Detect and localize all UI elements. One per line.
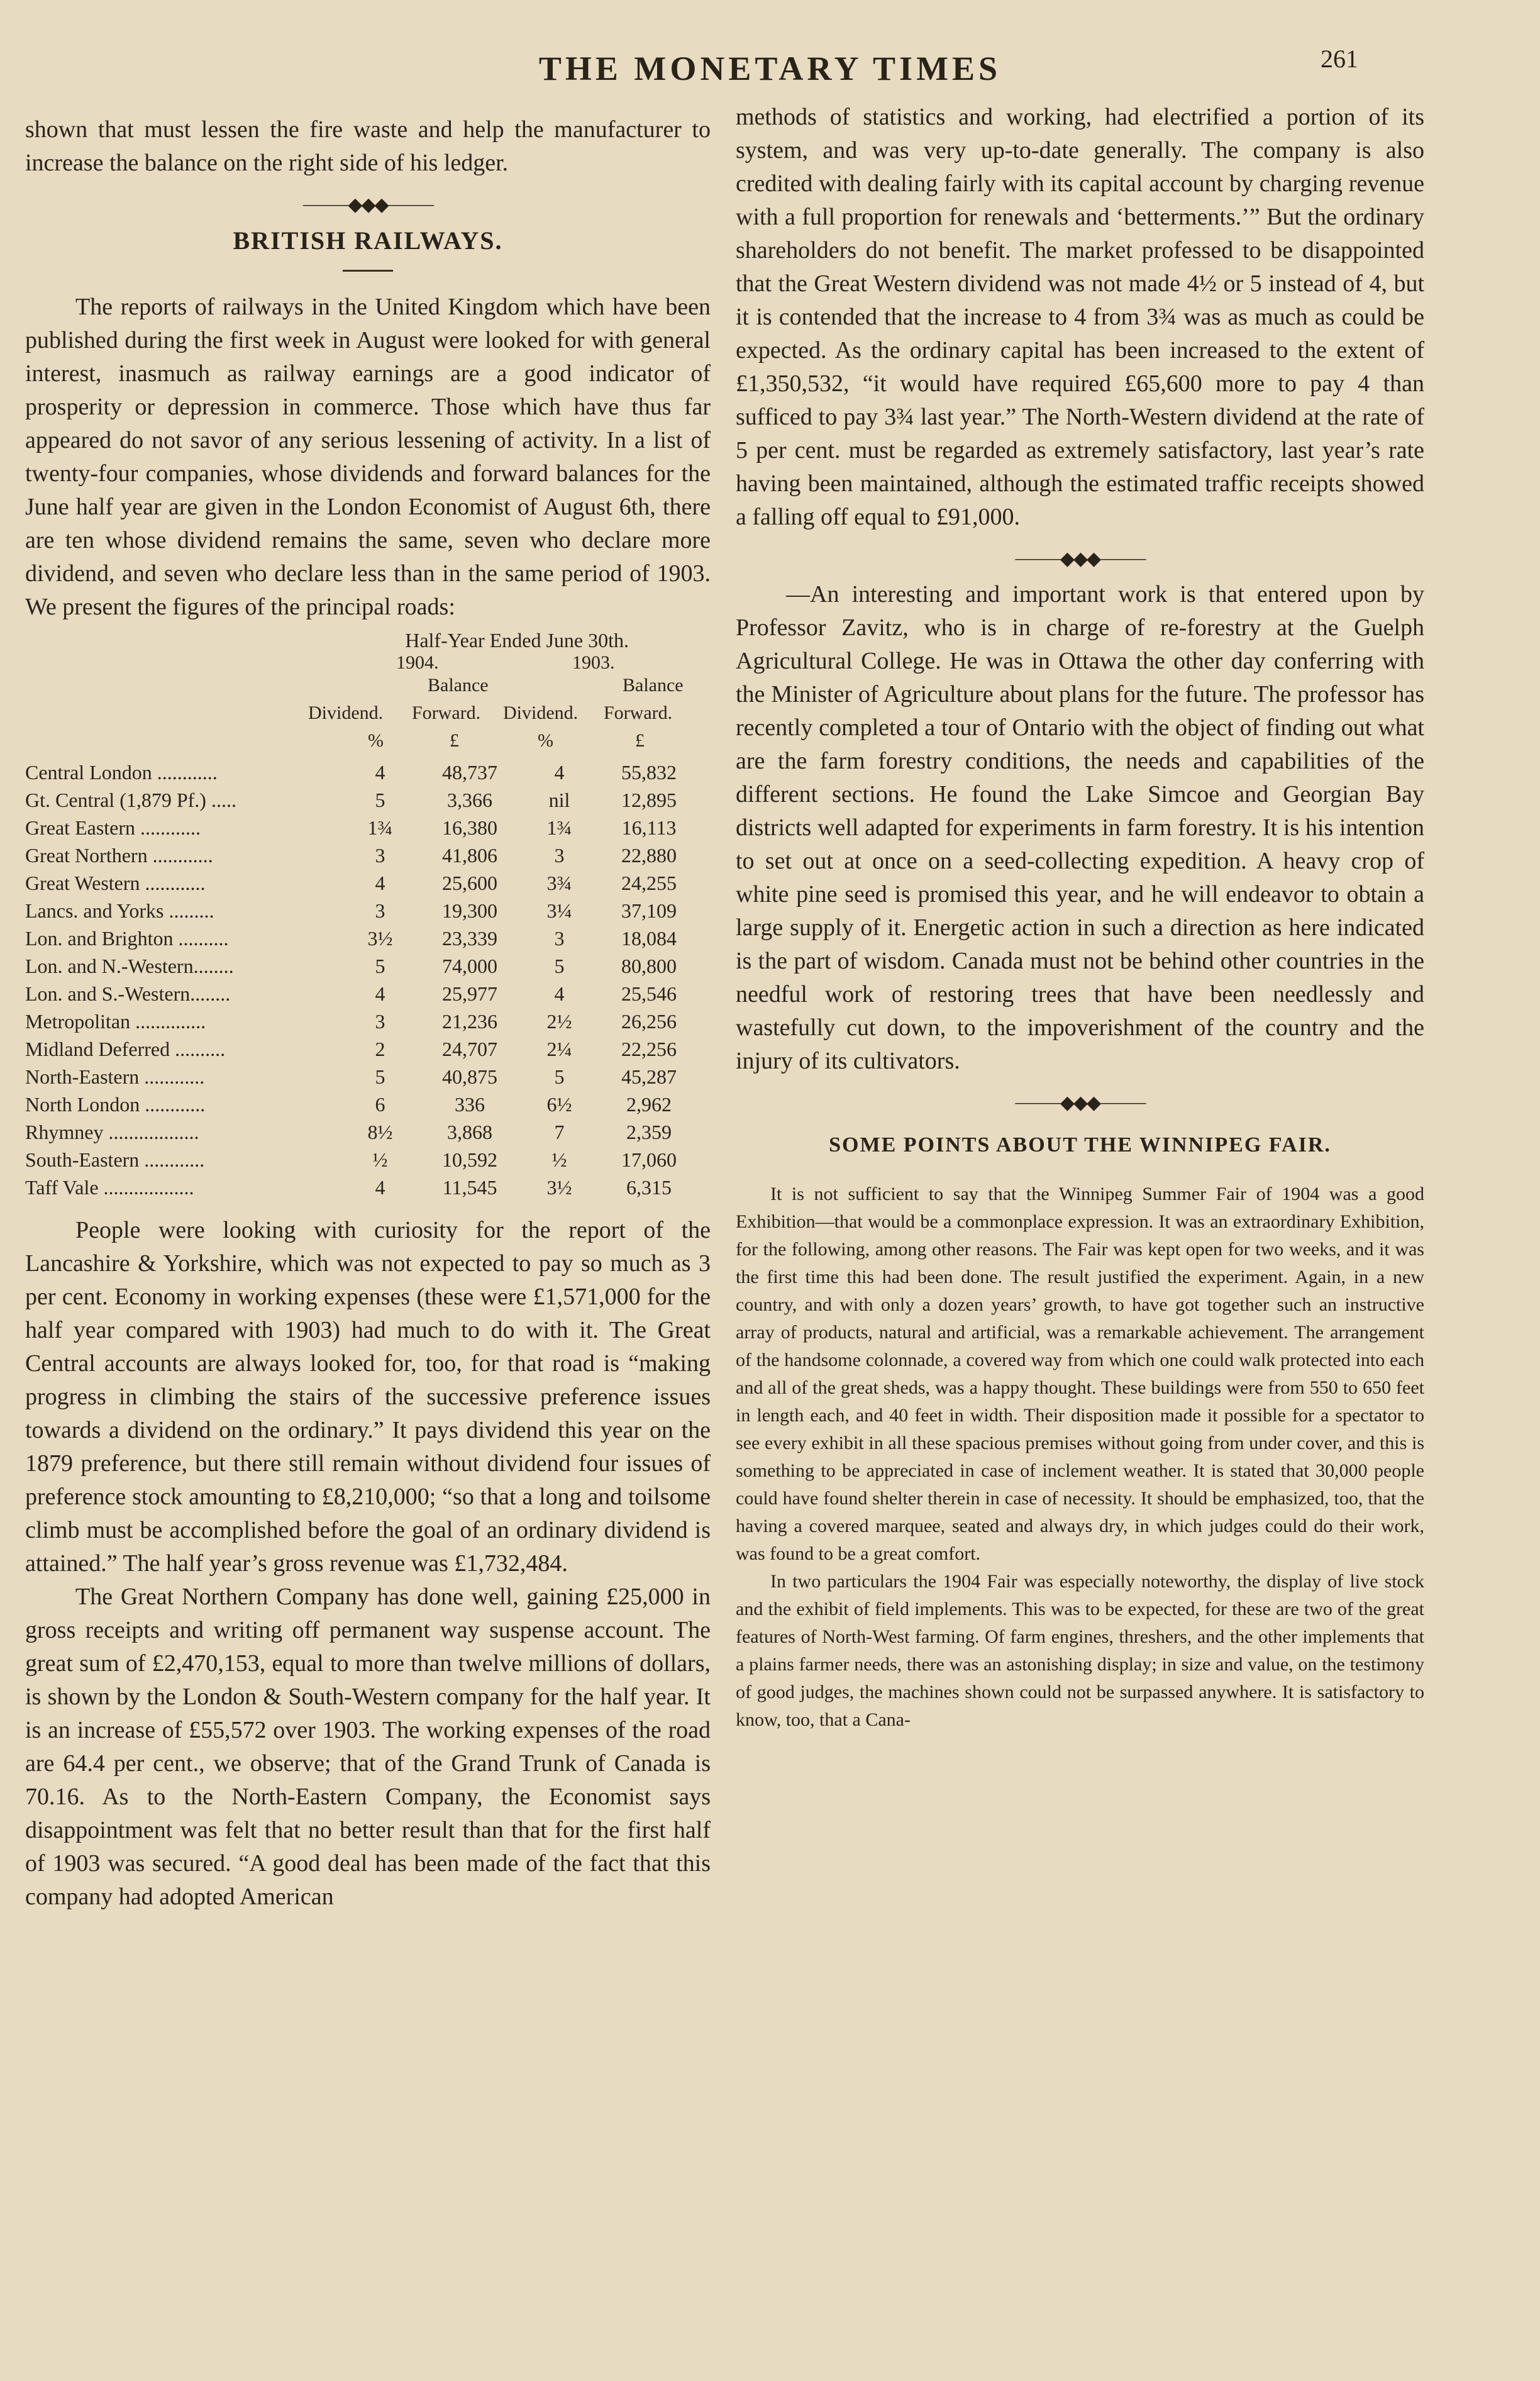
railway-name: North-Eastern ............: [25, 1065, 205, 1088]
forward-1904: 40,875: [442, 1065, 498, 1088]
railway-name: South-Eastern ............: [25, 1148, 205, 1171]
year-1903: 1903.: [572, 652, 615, 673]
gbp-unit-1903: £: [635, 730, 645, 751]
forward-1904: 16,380: [442, 816, 498, 839]
year-1904: 1904.: [396, 652, 439, 673]
dividend-1904: 4: [375, 872, 385, 894]
winnipeg-paragraph-2: In two particulars the 1904 Fair was especially noteworthy, the display of live stock and the exhibit of field implements. This was to be expected, for these are two of the great features of North-West farming. Of farm engines, threshers, and the other implements that a plains farmer needs, there was an astonishing display; in size and value, on the testimony of good judges, the machines shown could not be surpassed anywhere. It is satisfactory to know, too, that a Cana-: [736, 1571, 1424, 1730]
ornament-divider: ⸻◆◆◆⸻: [302, 194, 434, 215]
forward-1903: 24,255: [621, 872, 677, 894]
table-row: [25, 814, 711, 841]
table-row: [25, 1118, 711, 1146]
table-row: [25, 952, 711, 980]
forward-1903: 25,546: [621, 982, 677, 1005]
forward-1903: 45,287: [621, 1065, 677, 1088]
british-railways-heading: BRITISH RAILWAYS.: [233, 226, 503, 255]
forward-1904: 3,366: [447, 789, 493, 811]
railway-name: Great Eastern ............: [25, 816, 201, 839]
dividend-1904: 1¾: [367, 816, 393, 839]
dividend-1903: nil: [548, 789, 570, 811]
dividend-1904: 4: [375, 982, 385, 1005]
forward-1904: 25,600: [442, 872, 498, 894]
forward-1903: 12,895: [621, 789, 677, 811]
forward-1903: 2,962: [626, 1093, 672, 1116]
dividend-1904: 4: [375, 761, 385, 784]
dividend-1903: 4: [554, 761, 565, 784]
forward-label-1903: Forward.: [604, 702, 673, 723]
forward-1903: 22,880: [621, 844, 677, 867]
gbp-unit-1904: £: [450, 730, 459, 751]
forward-1904: 74,000: [442, 955, 498, 977]
dividend-1904: 3½: [367, 927, 393, 950]
dividend-1903: 2½: [546, 1010, 572, 1033]
railway-name: Lon. and Brighton ..........: [25, 927, 229, 950]
table-row: [25, 924, 711, 952]
dividend-1903: 3: [554, 844, 565, 867]
dividend-1903: 2¼: [546, 1038, 572, 1060]
forward-1903: 2,359: [626, 1121, 672, 1143]
forward-1904: 23,339: [442, 927, 498, 950]
table-row: [25, 841, 711, 869]
railway-name: Lon. and N.-Western........: [25, 955, 234, 977]
reforestry-paragraph: —An interesting and important work is that entered upon by Professor Zavitz, who is in charge of re-forestry at the Guelph Agricultural College. He was in Ottawa the other day conferring with the Minister of Agriculture about plans for the future. The professor has recently completed a tour of Ontario with the object of finding out what are the farm forestry conditions, the needs and capabilities of the different sections. He found the Lake Simcoe and Georgian Bay districts well adapted for experiments in farm forestry. It is his intention to set out at once on a seed-collecting expedition. A heavy crop of white pine seed is promised this year, and he will endeavor to obtain a large supply of it. Energetic action in such a direction as here indicated is the part of wisdom. Canada must not be behind other countries in the needful work of restoring trees that have been needlessly and wastefully cut down, to the impoverishment of the country and the injury of its cultivators.: [736, 581, 1424, 1074]
forward-1903: 80,800: [621, 955, 677, 977]
table-row: [25, 897, 711, 924]
forward-1904: 3,868: [447, 1121, 493, 1143]
railways-paragraph-2: People were looking with curiosity for the report of the Lancashire & Yorkshire, which was not expected to pay so much as 3 per cent. Economy in working expenses (these were £1,571,000 for the half year compared with 1903) had much to do with it. The Great Central accounts are always looked for, too, for that road is “making progress in climbing the stairs of the successive preference issues towards a dividend on the ordinary.” It pays dividend this year on the 1879 preference, but there still remain without dividend four issues of preference stock amounting to £8,210,000; “so that a long and toilsome climb must be accomplished before the goal of an ordinary dividend is attained.” The half year’s gross revenue was £1,732,484.: [25, 1217, 711, 1577]
intro-paragraph: shown that must lessen the fire waste and help the manufacturer to increase the balance on the right side of his ledger.: [25, 116, 711, 176]
railway-name: North London ............: [25, 1093, 206, 1116]
railway-name: Great Western ............: [25, 872, 206, 894]
forward-1903: 26,256: [621, 1010, 677, 1033]
table-row: [25, 1035, 711, 1063]
forward-1904: 19,300: [442, 899, 498, 922]
table-row: [25, 1146, 711, 1174]
railway-name: Midland Deferred ..........: [25, 1038, 226, 1060]
dividend-1903: 5: [554, 1065, 565, 1088]
dividend-1904: 2: [375, 1038, 385, 1060]
dividend-1904: 5: [375, 789, 385, 811]
winnipeg-fair-article: [736, 1180, 1424, 1734]
forward-1903: 17,060: [621, 1148, 677, 1171]
forward-1904: 10,592: [442, 1148, 498, 1171]
railway-name: Metropolitan ..............: [25, 1010, 206, 1033]
table-row: [25, 758, 711, 786]
pct-unit-1904: %: [368, 730, 384, 751]
railway-name: Lon. and S.-Western........: [25, 982, 231, 1005]
ornament-divider: ⸻◆◆◆⸻: [1014, 1092, 1146, 1113]
forward-1903: 16,113: [621, 816, 677, 839]
forward-1904: 21,236: [442, 1010, 498, 1033]
balance-label-1903: Balance: [623, 675, 684, 696]
forward-1903: 18,084: [621, 927, 677, 950]
dividend-1903: 3¼: [546, 899, 572, 922]
winnipeg-fair-heading: SOME POINTS ABOUT THE WINNIPEG FAIR.: [829, 1133, 1331, 1157]
forward-1904: 25,977: [442, 982, 498, 1005]
pct-unit-1903: %: [538, 730, 553, 751]
dividend-1904: 6: [375, 1093, 385, 1116]
dividend-1903: 3½: [546, 1176, 572, 1199]
forward-1904: 336: [455, 1093, 485, 1116]
dividend-1904: 5: [375, 1065, 385, 1088]
dividend-1903: 3¾: [546, 872, 572, 894]
forward-1904: 48,737: [442, 761, 498, 784]
forward-1903: 22,256: [621, 1038, 677, 1060]
dividend-1903: 3: [554, 927, 565, 950]
forward-1903: 37,109: [621, 899, 677, 922]
table-row: [25, 1091, 711, 1118]
winnipeg-paragraph-1: It is not sufficient to say that the Winnipeg Summer Fair of 1904 was a good Exhibition—that would be a commonplace expression. It was an extraordinary Exhibition, for the following, among other reasons. The Fair was kept open for two weeks, and it was the first time this had been done. The result justified the experiment. Again, in a new country, and with only a dozen years’ growth, to have got together such an instructive array of products, natural and artificial, was a remarkable achievement. The arrangement of the handsome colonnade, a covered way from which one could walk protected into each and all of the great sheds, was a happy thought. These buildings were from 550 to 650 feet in length each, and 40 feet in width. Their disposition made it possible for a spectator to see every exhibit in all these spacious premises without going from under cover, and this is something to be appreciated in case of inclement weather. It is stated that 30,000 people could have found shelter therein in case of necessity. It should be emphasized, too, that the having a covered marquee, seated and always dry, in which judges could do their work, was found to be a great comfort.: [736, 1184, 1424, 1564]
railway-name: Taff Vale ..................: [25, 1176, 194, 1199]
left-column: [25, 113, 711, 1914]
railway-name: Gt. Central (1,879 Pf.) .....: [25, 789, 236, 811]
forward-1903: 6,315: [626, 1176, 672, 1199]
railway-name: Rhymney ..................: [25, 1121, 199, 1143]
dividend-1904: 3: [375, 1010, 385, 1033]
right-column: [736, 101, 1424, 1734]
forward-1904: 41,806: [442, 844, 498, 867]
railway-name: Great Northern ............: [25, 844, 213, 867]
forward-1903: 55,832: [621, 761, 677, 784]
forward-1904: 24,707: [442, 1038, 498, 1060]
dividend-label-1904: Dividend.: [308, 702, 384, 723]
railways-paragraph-1: The reports of railways in the United Kingdom which have been published during the first week in August were looked for with general interest, inasmuch as railway earnings are a good indicator of prosperity or depression in commerce. Those which have thus far appeared do not savor of any serious lessening of activity. In a list of twenty-four companies, whose dividends and forward balances for the June half year are given in the London Economist of August 6th, there are ten whose dividend remains the same, seven who declare more dividend, and seven who declare less than in the same period of 1903. We present the figures of the principal roads:: [25, 294, 711, 620]
dividend-1903: 4: [554, 982, 565, 1005]
table-row: [25, 869, 711, 897]
forward-label-1904: Forward.: [412, 702, 481, 723]
publication-title: THE MONETARY TIMES: [538, 50, 1002, 87]
dividend-1903: ½: [551, 1148, 567, 1171]
dividend-1904: ½: [372, 1148, 388, 1171]
dividend-1903: 1¾: [546, 816, 572, 839]
dividend-1904: 3: [375, 899, 385, 922]
heading-rule: [343, 270, 393, 272]
table-header: [25, 652, 711, 758]
railways-continued-paragraph: methods of statistics and working, had electrified a portion of its system, and was very up-to-date generally. The company is also credited with dealing fairly with its capital account by charging revenue with a full proportion for renewals and ‘betterments.’” But the ordinary shareholders do not benefit. The market professed to be disappointed that the Great Western dividend was not made 4½ or 5 instead of 4, but it is contended that the increase to 4 from 3¾ was as much as could be expected. As the ordinary capital has been increased to the extent of £1,350,532, “it would have required £65,600 more to pay 4 than sufficed to pay 3¾ last year.” The North-Western dividend at the rate of 5 per cent. must be regarded as extremely satisfactory, last year’s rate having been maintained, although the estimated traffic receipts showed a falling off equal to £91,000.: [736, 104, 1424, 530]
table-row: [25, 786, 711, 814]
table-row: [25, 980, 711, 1007]
railway-name: Lancs. and Yorks .........: [25, 899, 214, 922]
page-number: 261: [1321, 45, 1358, 73]
forward-1904: 11,545: [442, 1176, 497, 1199]
dividend-1904: 5: [375, 955, 385, 977]
dividend-1904: 8½: [367, 1121, 393, 1143]
dividend-1904: 3: [375, 844, 385, 867]
table-caption: Half-Year Ended June 30th.: [405, 629, 629, 652]
table-row: [25, 1063, 711, 1091]
table-row: [25, 1007, 711, 1035]
ornament-divider: ⸻◆◆◆⸻: [1014, 548, 1146, 569]
railway-name: Central London ............: [25, 761, 218, 784]
dividend-1904: 4: [375, 1176, 385, 1199]
dividend-1903: 5: [554, 955, 565, 977]
balance-label-1904: Balance: [428, 675, 489, 696]
railway-dividends-table: [25, 758, 711, 1201]
railways-paragraph-3: The Great Northern Company has done well, gaining £25,000 in gross receipts and writing off permanent way suspense account. The great sum of £2,470,153, equal to more than twelve millions of dollars, is shown by the London & South-Western company for the half year. It is an increase of £55,572 over 1903. The working expenses of the road are 64.4 per cent., we observe; that of the Grand Trunk of Canada is 70.16. As to the North-Eastern Company, the Economist says disappointment was felt that no better result than that for the first half of 1903 was secured. “A good deal has been made of the fact that this company had adopted American: [25, 1584, 711, 1910]
table-row: [25, 1174, 711, 1201]
dividend-1903: 7: [554, 1121, 565, 1143]
dividend-label-1903: Dividend.: [503, 702, 579, 723]
dividend-1903: 6½: [546, 1093, 572, 1116]
